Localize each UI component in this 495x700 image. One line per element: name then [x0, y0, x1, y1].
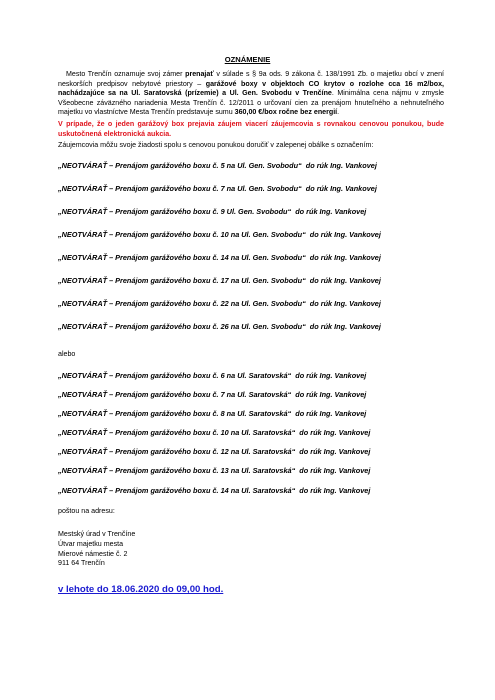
list-item — [58, 466, 458, 475]
item-recipient: do rúk Ing. Vankovej — [295, 207, 367, 216]
item-recipient: do rúk Ing. Vankovej — [305, 161, 377, 170]
item-label: „NEOTVÁRAŤ – Prenájom garážového boxu č. 9 Ul. Gen. Svobodu“ — [58, 207, 292, 216]
intro-text-2: prenajať — [185, 70, 214, 78]
address-line: 911 64 Trenčín — [58, 559, 105, 568]
item-recipient: do rúk Ing. Vankovej — [299, 447, 371, 456]
list-item — [58, 428, 458, 437]
alternative-label: alebo — [58, 350, 76, 358]
intro-text-4: garážové boxy v objektoch CO krytov o rozlohe cca 16 m2/box, nachádzajúce sa na Ul. Saratovská (prízemie) a Ul. Gen. Svobodu v Trenčíne — [58, 79, 444, 98]
item-label: „NEOTVÁRAŤ – Prenájom garážového boxu č. 22 na Ul. Gen. Svobodu“ — [58, 299, 306, 308]
postal-address — [58, 530, 135, 569]
list-item — [58, 447, 458, 456]
item-label: „NEOTVÁRAŤ – Prenájom garážového boxu č. 14 na Ul. Gen. Svobodu“ — [58, 253, 306, 262]
item-label: „NEOTVÁRAŤ – Prenájom garážového boxu č. 10 na Ul. Gen. Svobodu“ — [58, 230, 306, 239]
intro-text-3: v súlade s § 9a ods. 9 zákona č. 138/1991 Zb. o majetku obcí v znení neskorších predpisov nebytové priestory – — [58, 70, 444, 88]
list-item — [58, 207, 458, 216]
address-line: Mestský úrad v Trenčíne — [58, 530, 136, 538]
list-item — [58, 486, 458, 495]
item-label: „NEOTVÁRAŤ – Prenájom garážového boxu č. 10 na Ul. Saratovská“ — [58, 428, 296, 437]
item-recipient: do rúk Ing. Vankovej — [295, 371, 367, 380]
intro-text-6: 360,00 €/box ročne bez energií — [234, 108, 338, 117]
auction-notice: V prípade, že o jeden garážový box prejavia záujem viacerí záujemcovia s rovnakou cenovou ponukou, bude uskutočnená elektronická aukcia. — [58, 120, 444, 138]
item-recipient: do rúk Ing. Vankovej — [295, 409, 367, 418]
item-label: „NEOTVÁRAŤ – Prenájom garážového boxu č. 14 na Ul. Saratovská“ — [58, 486, 296, 495]
item-recipient: do rúk Ing. Vankovej — [299, 466, 371, 475]
item-label: „NEOTVÁRAŤ – Prenájom garážového boxu č. 7 na Ul. Gen. Svobodu“ — [58, 184, 302, 193]
item-label: „NEOTVÁRAŤ – Prenájom garážového boxu č. 13 na Ul. Saratovská“ — [58, 466, 296, 475]
item-label: „NEOTVÁRAŤ – Prenájom garážového boxu č. 5 na Ul. Gen. Svobodu“ — [58, 161, 302, 170]
list-item — [58, 161, 458, 170]
item-recipient: do rúk Ing. Vankovej — [309, 230, 381, 239]
document-title: OZNÁMENIE — [224, 55, 271, 64]
intro-text-1: Mesto Trenčín oznamuje svoj zámer — [66, 70, 186, 78]
list-item — [58, 184, 458, 193]
list-item — [58, 230, 458, 239]
item-recipient: do rúk Ing. Vankovej — [309, 299, 381, 308]
item-recipient: do rúk Ing. Vankovej — [309, 322, 381, 331]
intro-text-5: . Minimálna cena nájmu v zmysle Všeobecne záväzného nariadenia Mesta Trenčín č. 12/2011 o určovaní cien za prenájom hnuteľného a nehnuteľného majetku vo vlastníctve Mesta Trenčín predstavuje sumu — [58, 89, 444, 117]
address-lead: poštou na adresu: — [58, 507, 115, 515]
item-recipient: do rúk Ing. Vankovej — [299, 428, 371, 437]
list-item — [58, 322, 458, 331]
list-item — [58, 409, 458, 418]
item-recipient: do rúk Ing. Vankovej — [309, 253, 381, 262]
item-recipient: do rúk Ing. Vankovej — [305, 184, 377, 193]
list-item — [58, 299, 458, 308]
address-line: Mierové námestie č. 2 — [58, 549, 128, 558]
item-label: „NEOTVÁRAŤ – Prenájom garážového boxu č. 17 na Ul. Gen. Svobodu“ — [58, 276, 306, 285]
intro-paragraph — [58, 70, 444, 118]
address-line: Útvar majetku mesta — [58, 539, 124, 548]
item-recipient: do rúk Ing. Vankovej — [299, 486, 371, 495]
list-item — [58, 276, 458, 285]
item-recipient: do rúk Ing. Vankovej — [309, 276, 381, 285]
list-item — [58, 371, 458, 380]
submission-deadline: v lehote do 18.06.2020 do 09,00 hod. — [58, 584, 224, 595]
item-label: „NEOTVÁRAŤ – Prenájom garážového boxu č. 7 na Ul. Saratovská“ — [58, 390, 292, 399]
list-item — [58, 253, 458, 262]
envelope-instruction: Záujemcovia môžu svoje žiadosti spolu s cenovou ponukou doručiť v zalepenej obálke s označením: — [58, 141, 374, 149]
item-label: „NEOTVÁRAŤ – Prenájom garážového boxu č. 8 na Ul. Saratovská“ — [58, 409, 292, 418]
item-label: „NEOTVÁRAŤ – Prenájom garážového boxu č. 26 na Ul. Gen. Svobodu“ — [58, 322, 306, 331]
item-label: „NEOTVÁRAŤ – Prenájom garážového boxu č. 12 na Ul. Saratovská“ — [58, 447, 296, 456]
list-item — [58, 390, 458, 399]
item-label: „NEOTVÁRAŤ – Prenájom garážového boxu č. 6 na Ul. Saratovská“ — [58, 371, 292, 380]
intro-text-7: . — [337, 108, 340, 117]
item-recipient: do rúk Ing. Vankovej — [295, 390, 367, 399]
